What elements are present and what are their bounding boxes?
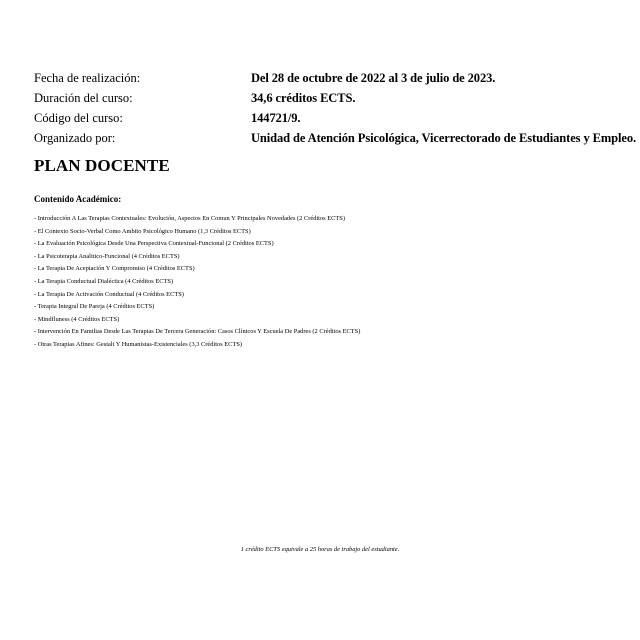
module-item: - La Terapia Conductual Dialéctica (4 Créditos ECTS)	[34, 277, 174, 285]
dates-label: Fecha de realización:	[34, 70, 141, 85]
ects-footnote: 1 crédito ECTS equivale a 25 horas de trabajo del estudiante.	[240, 546, 400, 553]
module-item: - La Terapia De Activación Conductual (4 Créditos ECTS)	[34, 290, 184, 298]
academic-content-heading: Contenido Académico:	[34, 194, 122, 204]
module-list	[34, 213, 360, 352]
duration-value: 34,6 créditos ECTS.	[251, 90, 356, 105]
course-info-row-duration	[34, 88, 634, 108]
module-item: - Terapia Integral De Pareja (4 Créditos ECTS)	[34, 303, 155, 311]
organizer-value: Unidad de Atención Psicológica, Vicerrectorado de Estudiantes y Empleo.	[251, 130, 637, 145]
course-info-row-code	[34, 108, 634, 128]
module-item: - La Terapia De Aceptación Y Compromiso (4 Créditos ECTS)	[34, 265, 195, 273]
code-label: Código del curso:	[34, 110, 123, 125]
plan-title: PLAN DOCENTE	[34, 156, 170, 175]
module-item: - El Contexto Socio-Verbal Como Ambito Psicológico Humano (1,3 Créditos ECTS)	[34, 227, 251, 235]
dates-value: Del 28 de octubre de 2022 al 3 de julio de 2023.	[251, 70, 496, 85]
course-info-row-organizer	[34, 128, 637, 148]
course-info-row-dates	[34, 68, 634, 88]
organizer-label: Organizado por:	[34, 130, 116, 145]
module-item: - Mindfluness (4 Créditos ECTS)	[34, 315, 120, 323]
module-item: - Introducción A Las Terapias Contextuales: Evolución, Aspectos En Comun Y Principales Novedades (2 Créditos ECTS)	[34, 215, 345, 222]
module-item: - Intervención En Familias Desde Las Terapias De Tercera Generación: Casos Clínicos Y Escuela De Padres (2 Créditos ECTS)	[34, 328, 361, 336]
duration-label: Duración del curso:	[34, 90, 133, 105]
module-item: - Otras Terapias Afines: Gestalt Y Humanistas-Existenciales (3,3 Créditos ECTS)	[34, 340, 243, 348]
code-value: 144721/9.	[251, 110, 301, 125]
course-info-table	[34, 68, 637, 148]
module-item: - La Psicoterapia Analitico-Funcional (4 Créditos ECTS)	[34, 252, 180, 260]
module-item: - La Evaluación Psicológica Desde Una Perspectiva Contextual-Funcional (2 Créditos ECTS)	[34, 240, 274, 248]
